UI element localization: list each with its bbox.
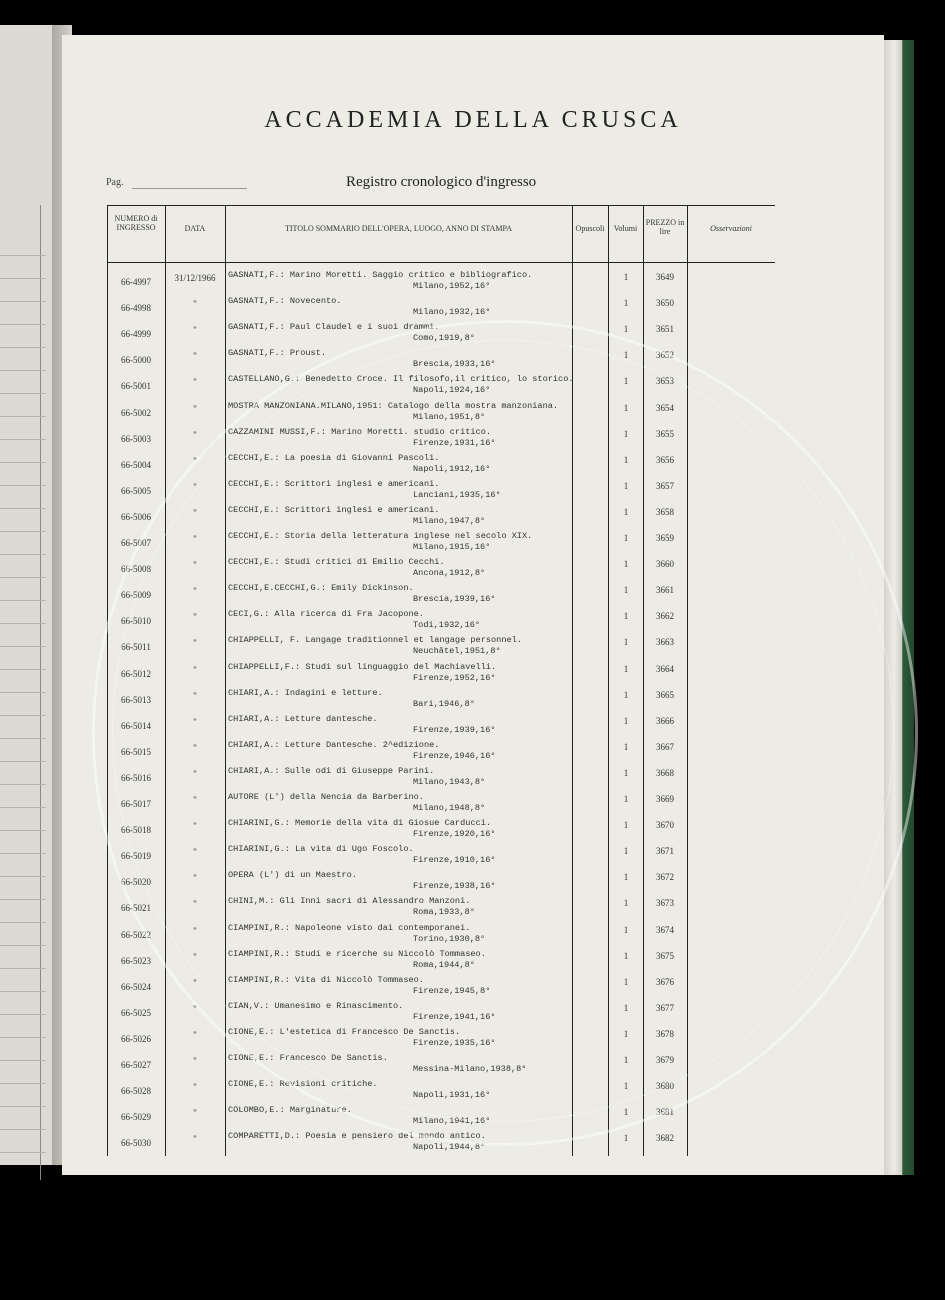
entry-volumes: 1 (623, 1028, 629, 1039)
register-subtitle: Registro cronologico d'ingresso (346, 174, 537, 190)
entry-date: " (193, 612, 197, 623)
entry-date: " (193, 664, 197, 675)
entry-volumes: 1 (623, 1002, 629, 1013)
entry-title: CHIARI,A.: Letture Dantesche. 2^edizione. (228, 739, 440, 750)
entry-date: " (193, 507, 197, 518)
entry-volumes: 1 (623, 741, 629, 752)
entry-date: " (193, 951, 197, 962)
entry-volumes: 1 (623, 794, 629, 804)
entry-title: CECCHI,E.CECCHI,G.: Emily Dickinson. (228, 583, 414, 594)
entry-date: " (193, 1108, 197, 1119)
entry-volumes: 1 (623, 428, 629, 439)
header-data: DATA (184, 224, 206, 233)
entry-number: 66-5015 (121, 746, 151, 757)
left-page-rule-line (0, 692, 46, 693)
entry-place: Firenze,1946,16° (413, 750, 496, 761)
entry-volumes: 1 (623, 898, 629, 909)
left-page-rule-line (0, 1083, 46, 1084)
entry-volumes: 1 (623, 976, 629, 987)
entry-number: 66-5011 (121, 642, 151, 653)
entry-volumes: 1 (623, 820, 629, 831)
entry-volumes: 1 (623, 872, 629, 883)
entry-place: Firenze,1920,16° (413, 829, 496, 840)
entry-volumes: 1 (623, 454, 629, 465)
entry-price: 3653 (656, 376, 674, 387)
entry-volumes: 1 (623, 663, 629, 674)
left-page-rule-line (0, 554, 46, 555)
left-page-rule-line (0, 876, 46, 877)
entry-place: Brescia,1939,16° (413, 594, 496, 605)
entry-price: 3650 (656, 298, 674, 309)
entry-title: GASNATI,F.: Paul Claudel e i suoi drammi. (228, 322, 440, 333)
entry-price: 3677 (656, 1002, 674, 1013)
entry-place: Milano,1952,16° (413, 281, 491, 291)
entry-place: Napoli,1912,16° (413, 463, 491, 474)
entry-number: 66-5023 (121, 955, 151, 966)
entry-place: Milano,1948,8° (413, 803, 486, 813)
table-row (107, 294, 775, 320)
entry-date: " (193, 560, 197, 571)
entry-number: 66-5001 (121, 381, 151, 392)
header-prezzo: PREZZO in lire (645, 218, 685, 236)
left-page-rule-line (0, 761, 46, 762)
entry-date: 31/12/1966 (174, 273, 216, 283)
entry-price: 3670 (656, 820, 674, 831)
entry-number: 66-5002 (121, 407, 151, 418)
entry-number: 66-5027 (121, 1060, 151, 1070)
entry-price: 3680 (656, 1081, 674, 1092)
entry-volumes: 1 (623, 611, 629, 622)
entry-price: 3663 (656, 637, 674, 648)
left-page-rule-line (0, 393, 46, 394)
entry-place: Napoli,1931,16° (413, 1090, 491, 1101)
entry-price: 3674 (656, 924, 674, 935)
entry-date: " (193, 1003, 197, 1014)
entry-title: CASTELLANO,G.: Benedetto Croce. Il filosofo,il critico, lo storico. (228, 374, 574, 385)
entry-number: 66-5018 (121, 825, 151, 836)
entry-price: 3652 (656, 350, 674, 361)
entry-date: " (193, 1134, 197, 1145)
entry-volumes: 1 (623, 1055, 629, 1065)
entry-price: 3679 (656, 1055, 674, 1065)
entry-number: 66-5000 (121, 355, 151, 366)
header-opuscoli: Opuscoli (575, 224, 605, 233)
left-page-rule-line (0, 899, 46, 900)
left-page-rule-line (0, 462, 46, 463)
entry-place: Milano,1932,16° (413, 307, 491, 318)
entry-price: 3655 (656, 428, 674, 439)
entry-volumes: 1 (623, 272, 629, 282)
left-page-rule-line (0, 439, 46, 440)
entry-volumes: 1 (623, 1107, 629, 1118)
entry-place: Messina-Milano,1938,8° (413, 1064, 527, 1074)
entry-price: 3672 (656, 872, 674, 883)
entry-price: 3659 (656, 533, 674, 543)
left-page-rule-line (0, 922, 46, 923)
entry-title: CHIARI,A.: Letture dantesche. (228, 713, 378, 724)
page-number-line (132, 188, 247, 189)
entry-title: CIAMPINI,R.: Studi e ricerche su Niccolò Tommaseo. (228, 948, 486, 959)
entry-number: 66-5028 (121, 1086, 151, 1097)
left-page-rule-line (0, 531, 46, 532)
entry-volumes: 1 (623, 767, 629, 778)
page-number-label: Pag. (106, 177, 124, 188)
entry-date: " (193, 795, 197, 805)
entry-title: MOSTRA MANZONIANA.MILANO,1951: Catalogo della mostra manzoniana. (228, 400, 559, 411)
entry-number: 66-5010 (121, 616, 151, 627)
entry-title: CAZZAMINI MUSSI,F.: Marino Moretti. studio critico. (228, 426, 492, 437)
entry-date: " (193, 768, 197, 779)
entry-title: CECCHI,E.: Storia della letteratura inglese nel secolo XIX. (228, 531, 533, 541)
entry-date: " (193, 429, 197, 440)
entry-number: 66-5008 (121, 564, 151, 575)
entry-place: Como,1919,8° (413, 333, 475, 344)
left-page-rule-line (0, 968, 46, 969)
entry-number: 66-5025 (121, 1007, 151, 1018)
left-page-rule-line (0, 738, 46, 739)
entry-price: 3661 (656, 585, 674, 596)
entry-price: 3681 (656, 1107, 674, 1118)
left-page-edge (0, 25, 53, 1165)
entry-place: Lanciani,1935,16° (413, 489, 501, 500)
entry-number: 66-5016 (121, 772, 151, 783)
left-page-rule-line (0, 577, 46, 578)
entry-price: 3671 (656, 846, 674, 857)
entry-price: 3676 (656, 976, 674, 987)
entry-number: 66-5030 (121, 1138, 151, 1149)
entry-date: " (193, 638, 197, 649)
entry-volumes: 1 (623, 950, 629, 961)
left-page-rule-line (0, 945, 46, 946)
entry-title: CHIARI,A.: Sulle odi di Giuseppe Parini. (228, 765, 435, 776)
entry-place: Firenze,1939,16° (413, 724, 496, 735)
entry-price: 3667 (656, 741, 674, 752)
entry-place: Firenze,1910,16° (413, 855, 496, 866)
left-page-rule-line (0, 669, 46, 670)
header-osservazioni: Osservazioni (710, 224, 752, 233)
entry-title: CECCHI,E.: La poesia di Giovanni Pascoli. (228, 452, 440, 463)
entry-date: " (193, 455, 197, 466)
entry-title: CECI,G.: Alla ricerca di Fra Jacopone. (228, 609, 424, 620)
entry-date: " (193, 534, 197, 544)
entry-place: Ancona,1912,8° (413, 568, 486, 579)
table-row (107, 268, 775, 294)
entry-place: Napoli,1944,8° (413, 1142, 486, 1153)
entry-number: 66-5014 (121, 720, 151, 731)
entry-title: CIAMPINI,R.: Napoleone visto dai contemporanei. (228, 922, 471, 933)
entry-volumes: 1 (623, 585, 629, 596)
entry-title: CHIARINI,G.: La vita di Ugo Foscolo. (228, 844, 414, 855)
entry-date: " (193, 403, 197, 414)
entry-date: " (193, 586, 197, 597)
entry-price: 3675 (656, 950, 674, 961)
entry-price: 3664 (656, 663, 674, 674)
entry-title: CIONE,E.: Revisioni critiche. (228, 1079, 378, 1090)
entry-volumes: 1 (623, 480, 629, 491)
entry-number: 66-4999 (121, 329, 151, 340)
entry-date: " (193, 299, 197, 310)
left-page-rule-line (0, 1060, 46, 1061)
left-page-rule-line (0, 1129, 46, 1130)
entry-volumes: 1 (623, 924, 629, 935)
entry-place: Milano,1947,8° (413, 515, 486, 526)
entry-number: 66-5004 (121, 459, 151, 470)
left-page-rule-line (0, 416, 46, 417)
page-title: ACCADEMIA DELLA CRUSCA (264, 107, 682, 133)
entry-title: CHIAPPELLI, F. Langage traditionnel et langage personnel. (228, 635, 522, 646)
entry-title: COMPARETTI,D.: Poesia e pensiero del mondo antico. (228, 1131, 486, 1142)
entry-price: 3662 (656, 611, 674, 622)
entry-place: Napoli,1924,16° (413, 385, 491, 396)
entry-price: 3673 (656, 898, 674, 909)
entry-date: " (193, 377, 197, 388)
left-page-rule-line (0, 301, 46, 302)
entry-volumes: 1 (623, 376, 629, 387)
entry-number: 66-5021 (121, 903, 151, 914)
entry-title: CECCHI,E.: Scrittori inglesi e americani. (228, 504, 440, 515)
entry-price: 3651 (656, 324, 674, 335)
entry-date: " (193, 325, 197, 336)
left-page-rule-line (0, 715, 46, 716)
entry-title: CHIARINI,G.: Memorie della vita di Giosue Carducci. (228, 818, 492, 829)
register-page (62, 35, 884, 1175)
entry-price: 3668 (656, 767, 674, 778)
entry-date: " (193, 690, 197, 701)
entry-title: CHINI,M.: Gli Inni sacri di Alessandro Manzoni. (228, 896, 471, 907)
left-page-rule-line (0, 830, 46, 831)
entry-place: Torino,1930,8° (413, 933, 486, 944)
entry-place: Firenze,1935,16° (413, 1037, 496, 1048)
entry-number: 66-5029 (121, 1112, 151, 1123)
entry-volumes: 1 (623, 324, 629, 335)
entry-place: Milano,1951,8° (413, 411, 486, 422)
entry-price: 3682 (656, 1133, 674, 1144)
left-page-rule-line (0, 278, 46, 279)
entry-title: CIAN,V.: Umanesimo e Rinascimento. (228, 1000, 404, 1011)
entry-volumes: 1 (623, 715, 629, 726)
entry-date: " (193, 1082, 197, 1093)
left-page-rule-line (0, 853, 46, 854)
entry-price: 3649 (656, 272, 674, 282)
entry-date: " (193, 821, 197, 832)
entry-volumes: 1 (623, 637, 629, 648)
entry-number: 66-5026 (121, 1033, 151, 1044)
left-page-rule-line (0, 508, 46, 509)
entry-volumes: 1 (623, 1081, 629, 1092)
entry-date: " (193, 899, 197, 910)
entry-title: GASNATI,F.: Novecento. (228, 296, 342, 307)
entry-number: 66-5007 (121, 538, 151, 548)
entry-date: " (193, 847, 197, 858)
entry-number: 66-5024 (121, 981, 151, 992)
entry-place: Milano,1941,16° (413, 1116, 491, 1127)
left-page-rule-line (0, 623, 46, 624)
entry-date: " (193, 742, 197, 753)
entry-price: 3658 (656, 506, 674, 517)
entry-number: 66-4998 (121, 303, 151, 314)
header-titolo: TITOLO SOMMARIO DELL'OPERA, LUOGO, ANNO DI STAMPA (284, 224, 513, 233)
entry-title: CECCHI,E.: Studi critici di Emilio Cecchi. (228, 557, 445, 568)
entry-price: 3657 (656, 480, 674, 491)
entry-title: CIONE,E.: Francesco De Sanctis. (228, 1053, 388, 1063)
entry-title: CIAMPINI,R.: Vita di Niccolò Tommaseo. (228, 974, 424, 985)
left-page-rule-line (0, 255, 46, 256)
entry-volumes: 1 (623, 298, 629, 309)
entry-number: 66-5003 (121, 433, 151, 444)
left-page-rule-line (0, 600, 46, 601)
entry-volumes: 1 (623, 533, 629, 543)
entry-volumes: 1 (623, 506, 629, 517)
entry-date: " (193, 1029, 197, 1040)
entry-date: " (193, 873, 197, 884)
left-page-rule-line (0, 370, 46, 371)
entry-title: COLOMBO,E.: Marginature. (228, 1105, 352, 1116)
entry-price: 3656 (656, 454, 674, 465)
entry-price: 3665 (656, 689, 674, 700)
entry-volumes: 1 (623, 1133, 629, 1144)
entry-place: Roma,1933,8° (413, 907, 475, 918)
entry-number: 66-5022 (121, 929, 151, 940)
entry-place: Milano,1915,16° (413, 542, 491, 552)
entry-number: 66-5019 (121, 851, 151, 862)
left-page-rule-line (0, 1106, 46, 1107)
entry-place: Todi,1932,16° (413, 620, 481, 631)
entry-number: 66-5013 (121, 694, 151, 705)
entry-title: AUTORE (L') della Nencia da Barberino. (228, 792, 424, 802)
entry-place: Milano,1943,8° (413, 776, 486, 787)
left-page-rule-line (0, 807, 46, 808)
entry-place: Firenze,1938,16° (413, 881, 496, 892)
entry-volumes: 1 (623, 846, 629, 857)
entry-place: Firenze,1945,8° (413, 985, 491, 996)
entry-volumes: 1 (623, 350, 629, 361)
entry-place: Bari,1946,8° (413, 698, 475, 709)
entry-title: CIONE,E.: L'estetica di Francesco De Sanctis. (228, 1026, 461, 1037)
entry-price: 3654 (656, 402, 674, 413)
entry-place: Brescia,1933,16° (413, 359, 496, 370)
left-page-rule-line (0, 784, 46, 785)
left-page-rule-line (0, 646, 46, 647)
entry-price: 3666 (656, 715, 674, 726)
entry-date: " (193, 1056, 197, 1066)
left-page-rule-line (0, 1014, 46, 1015)
header-rule (107, 262, 775, 263)
left-page-rule-line (0, 1037, 46, 1038)
entry-title: CECCHI,E.: Scrittori inglesi e americani. (228, 478, 440, 489)
entry-date: " (193, 351, 197, 362)
entry-number: 66-5020 (121, 877, 151, 888)
left-page-rule-line (0, 324, 46, 325)
entry-date: " (193, 481, 197, 492)
header-volumi: Volumi (613, 224, 638, 233)
entry-title: CHIAPPELLI,F.: Studi sul linguaggio del Machiavelli. (228, 661, 497, 672)
left-page-rule-line (0, 485, 46, 486)
entry-price: 3678 (656, 1028, 674, 1039)
entry-volumes: 1 (623, 689, 629, 700)
entry-number: 66-5012 (121, 668, 151, 679)
entry-number: 66-5005 (121, 485, 151, 496)
left-page-rule-line (0, 1152, 46, 1153)
header-numero: NUMERO di INGRESSO (114, 214, 158, 232)
entry-price: 3660 (656, 559, 674, 570)
entry-number: 66-5017 (121, 799, 151, 809)
entry-volumes: 1 (623, 559, 629, 570)
entry-place: Roma,1944,8° (413, 959, 475, 970)
entry-number: 66-5006 (121, 511, 151, 522)
entry-place: Neuchâtel,1951,8° (413, 646, 501, 657)
entry-place: Firenze,1952,16° (413, 672, 496, 683)
entry-price: 3669 (656, 794, 674, 804)
entry-title: OPERA (L') di un Maestro. (228, 870, 357, 881)
entry-number: 66-5009 (121, 590, 151, 601)
entry-number: 66-4997 (121, 277, 151, 287)
entry-title: GASNATI,F.: Proust. (228, 348, 326, 359)
entry-date: " (193, 925, 197, 936)
entry-place: Firenze,1931,16° (413, 437, 496, 448)
entry-title: GASNATI,F.: Marino Moretti. Saggio critico e bibliografico. (228, 270, 533, 280)
entry-volumes: 1 (623, 402, 629, 413)
entry-title: CHIARI,A.: Indagini e letture. (228, 687, 383, 698)
entry-date: " (193, 977, 197, 988)
entry-place: Firenze,1941,16° (413, 1011, 496, 1022)
watermark-inner-circle (112, 340, 894, 1122)
entry-date: " (193, 716, 197, 727)
left-page-rule-line (0, 347, 46, 348)
left-page-rule-line (0, 991, 46, 992)
